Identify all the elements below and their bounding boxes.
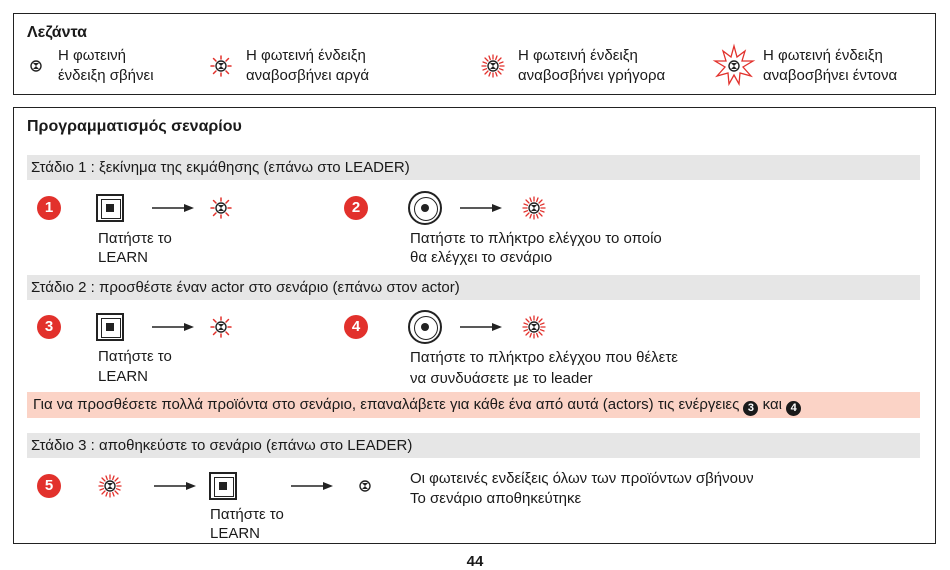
legend-item-off-line2: ένδειξη σβήνει (58, 67, 154, 84)
control-button-icon (408, 191, 442, 225)
ref-step-4-badge: 4 (786, 401, 801, 416)
page-number: 44 (466, 553, 484, 570)
step-1-line2: LEARN (98, 249, 149, 266)
arrow-right-icon (460, 327, 461, 328)
step-1-line1: Πατήστε το (98, 230, 172, 247)
led-off-icon (36, 66, 37, 67)
legend-item-fast-line1: Η φωτεινή ένδειξη (518, 47, 638, 64)
legend-item-off-line1: Η φωτεινή (58, 47, 127, 64)
step-2-line1: Πατήστε το πλήκτρο ελέγχου το οποίο (410, 230, 662, 247)
led-blink-intense-icon (734, 66, 735, 67)
stage-2-bar: Στάδιο 2 : προσθέστε έναν actor στο σενάριο (επάνω στον actor) (27, 275, 920, 300)
step-3-line2: LEARN (98, 368, 149, 385)
led-blink-fast-icon (534, 327, 535, 328)
scenario-title: Προγραμματισμός σεναρίου (27, 118, 242, 135)
stage-3-bar: Στάδιο 3 : αποθηκεύστε το σενάριο (επάνω στο LEADER) (27, 433, 920, 458)
led-blink-fast-icon (534, 208, 535, 209)
ref-step-3-badge: 3 (743, 401, 758, 416)
led-blink-slow-icon (221, 208, 222, 209)
repeat-note-text: Για να προσθέσετε πολλά προϊόντα στο σενάριο, επαναλάβετε για κάθε ένα από αυτά (actors) τις ενέργειες (33, 396, 740, 413)
learn-button-icon (209, 472, 237, 500)
legend-item-intense-line2: αναβοσβήνει έντονα (763, 67, 898, 84)
learn-button-icon (96, 313, 124, 341)
step-3-line1: Πατήστε το (98, 348, 172, 365)
step-4-line2: να συνδυάσετε με το leader (410, 370, 593, 387)
step-4-badge: 4 (344, 315, 368, 339)
legend-title: Λεζάντα (27, 24, 87, 41)
arrow-right-icon (152, 208, 153, 209)
step-5-result-line1: Οι φωτεινές ενδείξεις όλων των προϊόντων σβήνουν (410, 470, 754, 487)
step-2-line2: θα ελέγχει το σενάριο (410, 249, 553, 266)
arrow-right-icon (291, 486, 292, 487)
arrow-right-icon (460, 208, 461, 209)
led-blink-slow-icon (221, 327, 222, 328)
step-5-result-line2: Το σενάριο αποθηκεύτηκε (410, 490, 582, 507)
repeat-note (27, 392, 920, 418)
led-blink-fast-icon (493, 66, 494, 67)
step-1-badge: 1 (37, 196, 61, 220)
step-5-badge: 5 (37, 474, 61, 498)
step-3-badge: 3 (37, 315, 61, 339)
led-blink-fast-icon (110, 486, 111, 487)
legend-item-slow-line1: Η φωτεινή ένδειξη (246, 47, 366, 64)
led-blink-slow-icon (221, 66, 222, 67)
led-off-icon (365, 486, 366, 487)
legend-item-fast-line2: αναβοσβήνει γρήγορα (518, 67, 666, 84)
legend-item-intense-line1: Η φωτεινή ένδειξη (763, 47, 883, 64)
learn-button-icon (96, 194, 124, 222)
arrow-right-icon (152, 327, 153, 328)
step-4-line1: Πατήστε το πλήκτρο ελέγχου που θέλετε (410, 349, 678, 366)
arrow-right-icon (154, 486, 155, 487)
step-2-badge: 2 (344, 196, 368, 220)
stage-1-bar: Στάδιο 1 : ξεκίνημα της εκμάθησης (επάνω στο LEADER) (27, 155, 920, 180)
legend-item-slow-line2: αναβοσβήνει αργά (246, 67, 370, 84)
control-button-icon (408, 310, 442, 344)
step-5-line1: Πατήστε το (210, 506, 284, 523)
repeat-note-conj: και (762, 396, 782, 413)
step-5-line2: LEARN (210, 525, 261, 542)
